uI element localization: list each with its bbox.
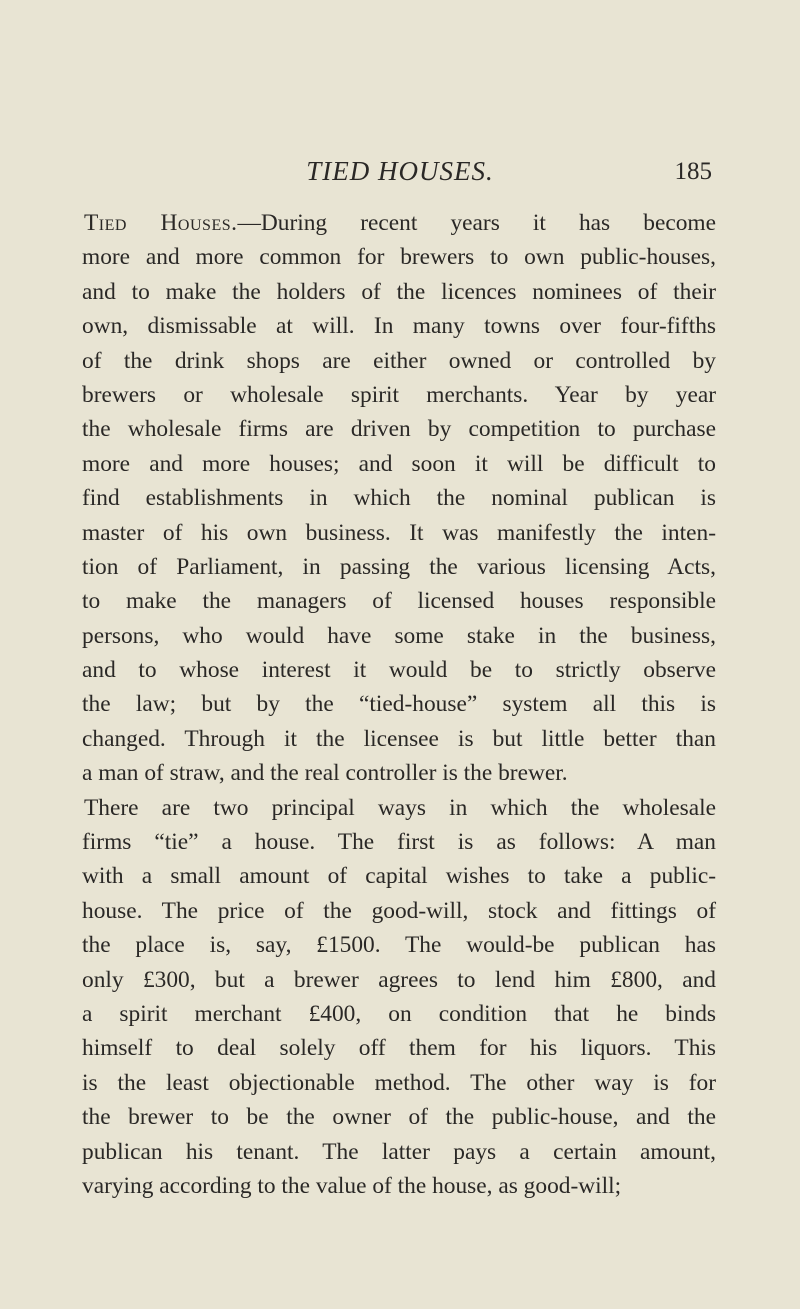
text-line: brewers or wholesale spirit merchants. Year by year [82, 381, 716, 408]
text-line: the brewer to be the owner of the public-house, and the [82, 1104, 716, 1131]
text-line: to make the managers of licensed houses responsible [82, 588, 716, 615]
page-number: 185 [674, 158, 712, 185]
text-line: varying according to the value of the house, as good-will; [82, 1172, 622, 1199]
text-line: master of his own business. It was manifestly the inten- [82, 519, 716, 546]
running-title: TIED HOUSES. [306, 156, 494, 186]
running-head [0, 156, 800, 196]
text-line: house. The price of the good-will, stock and fittings of [82, 897, 716, 924]
text-line: persons, who would have some stake in the business, [82, 622, 716, 649]
text-line: of the drink shops are either owned or controlled by [82, 347, 716, 374]
text-line: with a small amount of capital wishes to take a public- [82, 863, 716, 890]
text-line: a man of straw, and the real controller is the brewer. [82, 760, 568, 787]
text-line: publican his tenant. The latter pays a certain amount, [82, 1138, 716, 1165]
body-text [82, 206, 716, 1203]
text-line: changed. Through it the licensee is but little better than [82, 725, 716, 752]
text-line: own, dismissable at will. In many towns over four-fifths [82, 313, 716, 340]
text-line: firms “tie” a house. The first is as follows: A man [82, 829, 716, 856]
text-line: the wholesale firms are driven by competition to purchase [82, 416, 716, 443]
text-line: tion of Parliament, in passing the various licensing Acts, [82, 553, 716, 580]
text-line: himself to deal solely off them for his liquors. This [82, 1035, 716, 1062]
text-line: more and more houses; and soon it will be difficult to [82, 450, 716, 477]
text-line-1 [82, 206, 716, 240]
section-heading: Tied Houses. [84, 210, 238, 236]
text-line: There are two principal ways in which the wholesale [84, 794, 716, 821]
text-line: and to whose interest it would be to strictly observe [82, 657, 716, 684]
text-line: the law; but by the “tied-house” system all this is [82, 691, 716, 718]
text-line: a spirit merchant £400, on condition that he binds [82, 1000, 716, 1027]
text-line: is the least objectionable method. The other way is for [82, 1069, 716, 1096]
text-line: the place is, say, £1500. The would-be publican has [82, 932, 716, 959]
text-line: more and more common for brewers to own public-houses, [82, 244, 716, 271]
text-line: only £300, but a brewer agrees to lend him £800, and [82, 966, 716, 993]
text-line: and to make the holders of the licences nominees of their [82, 278, 716, 305]
text-line: find establishments in which the nominal publican is [82, 485, 716, 512]
text-line-1-rest: —During recent years it has become [237, 210, 716, 236]
